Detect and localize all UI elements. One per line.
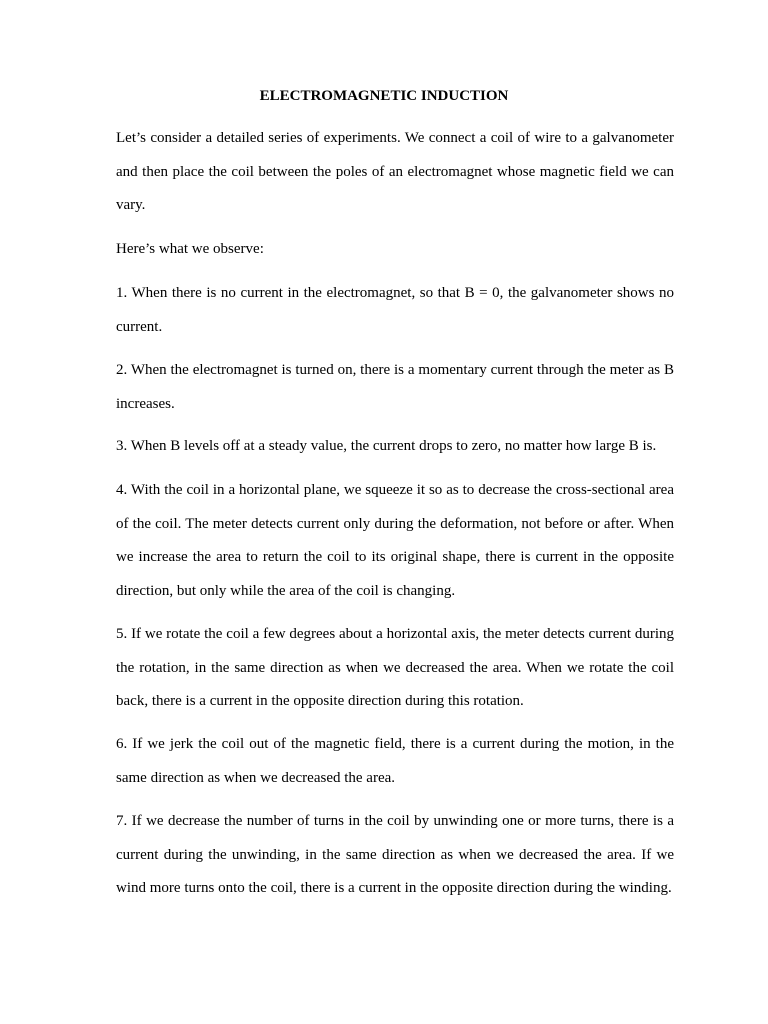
- observation-6: 6. If we jerk the coil out of the magnetic field, there is a current during the motion, in the same direction as when we decreased the area.: [116, 736, 674, 786]
- observe-paragraph: Here’s what we observe:: [116, 241, 264, 257]
- observation-4: 4. With the coil in a horizontal plane, we squeeze it so as to decrease the cross-sectional area of the coil. The meter detects current only during the deformation, not before or after. When we increase the area to return the coil to its original shape, there is current in the opposite direction, but only while the area of the coil is changing.: [116, 482, 674, 599]
- observation-2: 2. When the electromagnet is turned on, there is a momentary current through the meter as B increases.: [116, 362, 674, 412]
- observation-3: 3. When B levels off at a steady value, the current drops to zero, no matter how large B is.: [116, 438, 657, 454]
- document-title: ELECTROMAGNETIC INDUCTION: [259, 88, 509, 104]
- observation-1: 1. When there is no current in the electromagnet, so that B = 0, the galvanometer shows no current.: [116, 285, 674, 335]
- intro-paragraph: Let’s consider a detailed series of experiments. We connect a coil of wire to a galvanometer and then place the coil between the poles of an electromagnet whose magnetic field we can vary.: [116, 130, 674, 213]
- observation-7: 7. If we decrease the number of turns in the coil by unwinding one or more turns, there is a current during the unwinding, in the same direction as when we decreased the area. If we wind more turns onto the coil, there is a current in the opposite direction during the winding.: [116, 813, 674, 896]
- observation-5: 5. If we rotate the coil a few degrees about a horizontal axis, the meter detects current during the rotation, in the same direction as when we decreased the area. When we rotate the coil back, there is a current in the opposite direction during this rotation.: [116, 626, 674, 709]
